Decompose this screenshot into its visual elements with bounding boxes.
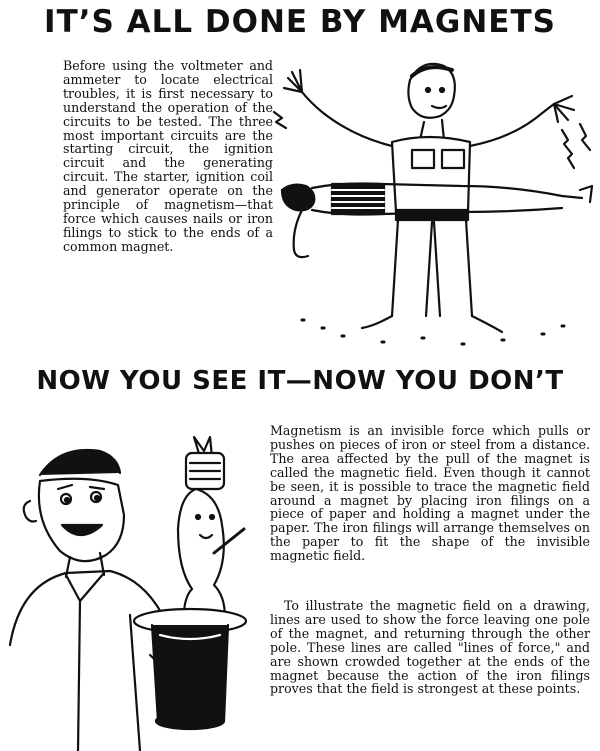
section-heading-magnets: IT’S ALL DONE BY MAGNETS bbox=[44, 4, 556, 40]
section-heading-now-you-see-it: NOW YOU SEE IT—NOW YOU DON’T bbox=[36, 366, 564, 396]
intro-paragraph: Before using the voltmeter and ammeter to locate electrical troubles, it is first necessary to understand the operation of the circuits to be tested. The three most important circuits are the starting circuit, the ignition circuit and the generating circuit. The starter, ignition coil and generator operate on the principle of magnetism—that force which causes nails or iron filings to stick to the ends of a common magnet. bbox=[63, 58, 273, 254]
magician-levitation-illustration bbox=[262, 50, 600, 350]
magician-top-hat-illustration bbox=[0, 425, 262, 751]
lines-of-force-paragraph: To illustrate the magnetic field on a drawing, lines are used to show the force leaving one pole of the magnet, and returning through the other pole. These lines are called "lines of force," and are shown crowded together at the ends of the magnet because the action of the iron filings proves that the field is strongest at these points. bbox=[270, 598, 590, 697]
magnetism-paragraph: Magnetism is an invisible force which pulls or pushes on pieces of iron or steel from a distance. The area affected by the pull of the magnet is called the magnetic field. Even though it cannot be seen, it is possible to trace the magnetic field around a magnet by placing iron filings on a piece of paper and holding a magnet under the paper. The iron filings will arrange themselves on the paper to fit the shape of the invisible magnetic field. bbox=[270, 423, 590, 564]
